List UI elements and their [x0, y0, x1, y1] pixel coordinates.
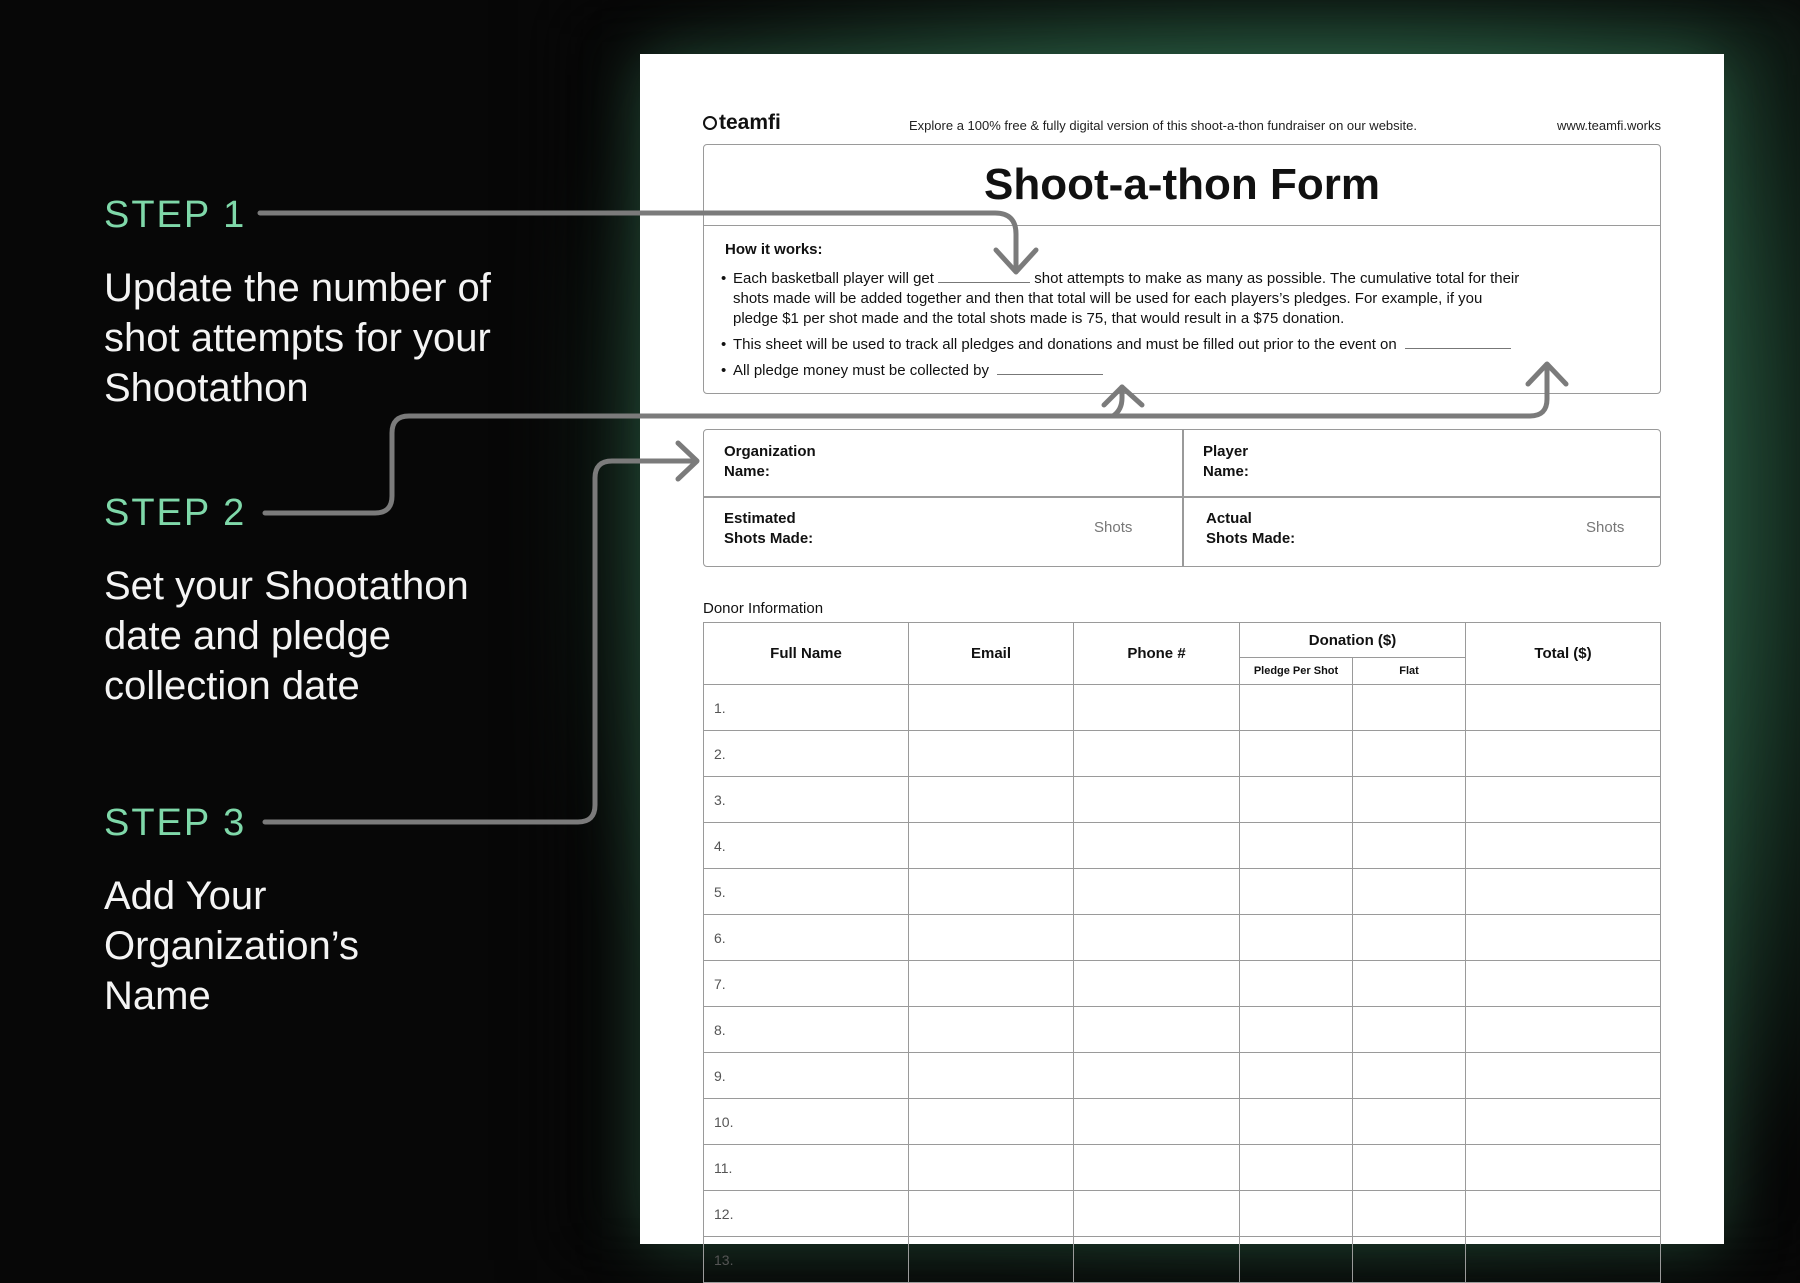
flat-cell[interactable]: [1353, 1007, 1466, 1053]
email-cell[interactable]: [909, 915, 1074, 961]
pledge-per-shot-cell[interactable]: [1240, 961, 1353, 1007]
email-cell[interactable]: [909, 1099, 1074, 1145]
step-3-label: STEP 3: [104, 802, 247, 844]
table-row: [704, 1053, 1661, 1099]
flat-cell[interactable]: [1353, 1191, 1466, 1237]
table-row: [704, 869, 1661, 915]
how-it-works-box: [703, 144, 1661, 394]
row-number[interactable]: 2.: [704, 731, 909, 777]
website-link[interactable]: www.teamfi.works: [1556, 118, 1661, 133]
col-email: Email: [909, 623, 1074, 685]
step-2-description: Set your Shootathon date and pledge collection date: [104, 564, 469, 708]
col-phone: Phone #: [1074, 623, 1240, 685]
phone-cell[interactable]: [1074, 869, 1240, 915]
phone-cell[interactable]: [1074, 1145, 1240, 1191]
table-row: [704, 823, 1661, 869]
player-name-field[interactable]: Player Name:: [1203, 443, 1249, 480]
divider-horizontal: [704, 496, 1660, 498]
row-number[interactable]: 7.: [704, 961, 909, 1007]
email-cell[interactable]: [909, 777, 1074, 823]
email-cell[interactable]: [909, 1053, 1074, 1099]
teamfi-logo: [703, 111, 781, 135]
email-cell[interactable]: [909, 1237, 1074, 1283]
bullet1-text-d: pledge $1 per shot made and the total shots made is 75, that would result in a $75 donation.: [733, 310, 1345, 327]
col-donation: Donation ($): [1240, 623, 1466, 658]
flat-cell[interactable]: [1353, 1237, 1466, 1283]
email-cell[interactable]: [909, 685, 1074, 731]
bullet1-text-b: shot attempts to make as many as possible. The cumulative total for their: [1034, 270, 1520, 287]
bullet-event-date: • This sheet will be used to track all pledges and donations and must be filled out prior to the event on: [733, 335, 1633, 355]
row-number[interactable]: 10.: [704, 1099, 909, 1145]
phone-cell[interactable]: [1074, 1191, 1240, 1237]
actual-shots-unit: Shots: [1586, 519, 1625, 536]
total-cell[interactable]: [1466, 685, 1661, 731]
row-number[interactable]: 12.: [704, 1191, 909, 1237]
actual-shots-field[interactable]: Actual Shots Made:: [1206, 510, 1296, 547]
pledge-per-shot-cell[interactable]: [1240, 1053, 1353, 1099]
row-number[interactable]: 13.: [704, 1237, 909, 1283]
flat-cell[interactable]: [1353, 685, 1466, 731]
email-cell[interactable]: [909, 1145, 1074, 1191]
col-total: Total ($): [1466, 623, 1661, 685]
pledge-per-shot-cell[interactable]: [1240, 915, 1353, 961]
step-1-label: STEP 1: [104, 194, 247, 236]
step-1-description: Update the number of shot attempts for your Shootathon: [104, 266, 491, 410]
email-cell[interactable]: [909, 731, 1074, 777]
email-cell[interactable]: [909, 961, 1074, 1007]
email-cell[interactable]: [909, 823, 1074, 869]
event-date-blank[interactable]: [1405, 348, 1511, 349]
logo-text: teamfi: [719, 111, 781, 134]
flat-cell[interactable]: [1353, 777, 1466, 823]
total-cell[interactable]: [1466, 961, 1661, 1007]
pledge-per-shot-cell[interactable]: [1240, 1099, 1353, 1145]
bullet3-text: All pledge money must be collected by: [733, 362, 989, 379]
flat-cell[interactable]: [1353, 731, 1466, 777]
row-number[interactable]: 8.: [704, 1007, 909, 1053]
row-number[interactable]: 4.: [704, 823, 909, 869]
table-row: [704, 685, 1661, 731]
step-3-description: Add Your Organization’s Name: [104, 874, 359, 1018]
donor-rows: [704, 685, 1661, 1283]
bullet1-text-a: Each basketball player will get: [733, 270, 934, 287]
donor-table: [703, 622, 1661, 1283]
total-cell[interactable]: [1466, 869, 1661, 915]
total-cell[interactable]: [1466, 731, 1661, 777]
col-flat: Flat: [1353, 658, 1466, 685]
step-2-label: STEP 2: [104, 492, 247, 534]
collection-date-blank[interactable]: [997, 374, 1103, 375]
table-row: [704, 731, 1661, 777]
pledge-per-shot-cell[interactable]: [1240, 823, 1353, 869]
table-row: [704, 1145, 1661, 1191]
row-number[interactable]: 11.: [704, 1145, 909, 1191]
table-row: [704, 915, 1661, 961]
col-pledge-per-shot: Pledge Per Shot: [1240, 658, 1353, 685]
total-cell[interactable]: [1466, 1007, 1661, 1053]
player-info-box: [703, 429, 1661, 567]
pledge-per-shot-cell[interactable]: [1240, 731, 1353, 777]
flat-cell[interactable]: [1353, 961, 1466, 1007]
how-it-works-heading: How it works:: [725, 241, 823, 258]
total-cell[interactable]: [1466, 915, 1661, 961]
table-row: [704, 961, 1661, 1007]
flat-cell[interactable]: [1353, 869, 1466, 915]
tagline: Explore a 100% free & fully digital version of this shoot-a-thon fundraiser on our website.: [909, 118, 1417, 133]
total-cell[interactable]: [1466, 1145, 1661, 1191]
row-number[interactable]: 5.: [704, 869, 909, 915]
email-cell[interactable]: [909, 869, 1074, 915]
row-number[interactable]: 6.: [704, 915, 909, 961]
row-number[interactable]: 9.: [704, 1053, 909, 1099]
form-title: Shoot-a-thon Form: [704, 145, 1660, 226]
total-cell[interactable]: [1466, 1191, 1661, 1237]
phone-cell[interactable]: [1074, 1099, 1240, 1145]
flat-cell[interactable]: [1353, 1145, 1466, 1191]
table-row: [704, 1007, 1661, 1053]
table-row: [704, 1237, 1661, 1283]
bullet2-text: This sheet will be used to track all pledges and donations and must be filled out prior to the event on: [733, 336, 1397, 353]
shot-attempts-blank[interactable]: [938, 282, 1030, 283]
flat-cell[interactable]: [1353, 1099, 1466, 1145]
pledge-per-shot-cell[interactable]: [1240, 1237, 1353, 1283]
form-paper: [640, 54, 1724, 1268]
phone-cell[interactable]: [1074, 961, 1240, 1007]
logo-ring-icon: [703, 116, 717, 130]
phone-cell[interactable]: [1074, 777, 1240, 823]
phone-cell[interactable]: [1074, 915, 1240, 961]
bullet1-text-c: shots made will be added together and then that total will be used for each players’s pledges. For example, if you: [733, 290, 1483, 307]
total-cell[interactable]: [1466, 823, 1661, 869]
pledge-per-shot-cell[interactable]: [1240, 777, 1353, 823]
phone-cell[interactable]: [1074, 1007, 1240, 1053]
organization-name-field[interactable]: Organization Name:: [724, 443, 816, 480]
email-cell[interactable]: [909, 1007, 1074, 1053]
flat-cell[interactable]: [1353, 1053, 1466, 1099]
pledge-per-shot-cell[interactable]: [1240, 869, 1353, 915]
row-number[interactable]: 3.: [704, 777, 909, 823]
total-cell[interactable]: [1466, 777, 1661, 823]
total-cell[interactable]: [1466, 1099, 1661, 1145]
pledge-per-shot-cell[interactable]: [1240, 1007, 1353, 1053]
col-full-name: Full Name: [704, 623, 909, 685]
table-row: [704, 1099, 1661, 1145]
phone-cell[interactable]: [1074, 823, 1240, 869]
phone-cell[interactable]: [1074, 1237, 1240, 1283]
phone-cell[interactable]: [1074, 731, 1240, 777]
row-number[interactable]: 1.: [704, 685, 909, 731]
estimated-shots-unit: Shots: [1094, 519, 1133, 536]
total-cell[interactable]: [1466, 1237, 1661, 1283]
donor-information-label: Donor Information: [703, 600, 824, 617]
table-row: [704, 777, 1661, 823]
form-header: [703, 111, 1661, 136]
bullet-shot-attempts: • Each basketball player will get shot attempts to make as many as possible. The cumulative total for their shots made will be added together and then that total will be used for each players’s pledges. For example, if you pledge $1 per shot made and the total shots made is 75, that would result in a $75 donation.: [721, 270, 1520, 327]
pledge-per-shot-cell[interactable]: [1240, 1145, 1353, 1191]
table-row: [704, 1191, 1661, 1237]
phone-cell[interactable]: [1074, 1053, 1240, 1099]
divider-vertical: [1182, 430, 1184, 566]
total-cell[interactable]: [1466, 1053, 1661, 1099]
flat-cell[interactable]: [1353, 823, 1466, 869]
email-cell[interactable]: [909, 1191, 1074, 1237]
phone-cell[interactable]: [1074, 685, 1240, 731]
pledge-per-shot-cell[interactable]: [1240, 685, 1353, 731]
flat-cell[interactable]: [1353, 915, 1466, 961]
pledge-per-shot-cell[interactable]: [1240, 1191, 1353, 1237]
bullet-collection-date: • All pledge money must be collected by: [733, 361, 1633, 381]
estimated-shots-field[interactable]: Estimated Shots Made:: [724, 510, 814, 547]
